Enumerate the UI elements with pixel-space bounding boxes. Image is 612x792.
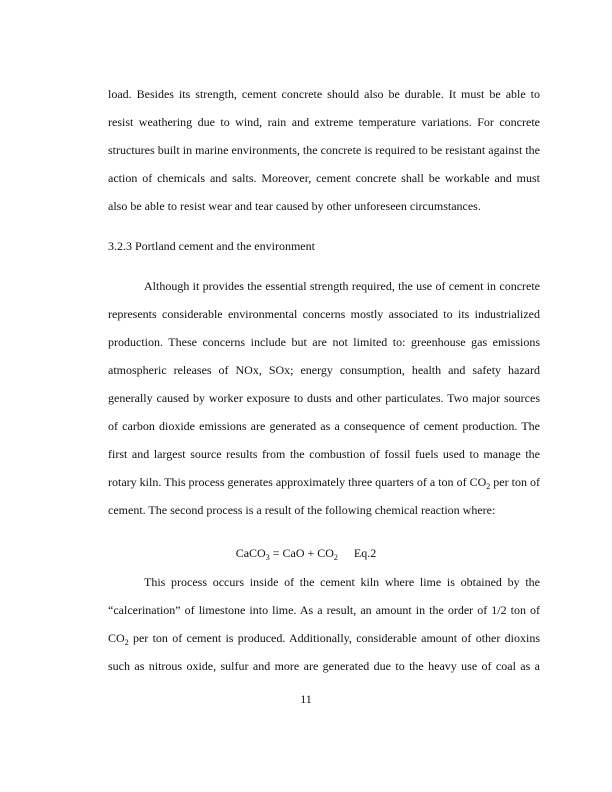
paragraph-line: “calcerination” of limestone into lime. As a result, an amount in the order of 1/2 ton of [108, 603, 540, 617]
paragraph-line: of carbon dioxide emissions are generated as a consequence of cement production. The [108, 419, 540, 433]
paragraph-line: also be able to resist wear and tear caused by other unforeseen circumstances. [108, 199, 481, 213]
paragraph-line: such as nitrous oxide, sulfur and more are generated due to the heavy use of coal as a [108, 659, 540, 673]
paragraph-line [108, 475, 540, 489]
equation-term: = CaO + CO [269, 546, 334, 560]
paragraph-line: cement. The second process is a result of the following chemical reaction where: [108, 503, 496, 517]
page-number: 11 [300, 692, 312, 706]
text-segment: CO [108, 631, 125, 645]
text-segment: per ton of cement is produced. Additionally, considerable amount of other dioxins [128, 631, 540, 645]
subscript: 2 [486, 482, 491, 491]
paragraph-line: This process occurs inside of the cement kiln where lime is obtained by the [144, 575, 540, 589]
paragraph-line: represents considerable environmental concerns mostly associated to its industrialized [108, 307, 540, 321]
paragraph-line: atmospheric releases of NOx, SOx; energy consumption, health and safety hazard [108, 363, 540, 377]
equation-label: Eq.2 [353, 546, 377, 560]
subscript: 2 [124, 638, 129, 647]
subscript: 3 [265, 553, 270, 562]
paragraph-line [108, 631, 540, 645]
paragraph-line: resist weathering due to wind, rain and extreme temperature variations. For concrete [108, 115, 540, 129]
section-heading: 3.2.3 Portland cement and the environment [108, 239, 315, 253]
paragraph-line: Although it provides the essential strength required, the use of cement in concrete [144, 279, 540, 293]
equation-term: CaCO [235, 546, 266, 560]
equation [0, 546, 612, 560]
text-segment: rotary kiln. This process generates approximately three quarters of a ton of CO [108, 475, 487, 489]
paragraph-line: first and largest source results from the combustion of fossil fuels used to manage the [108, 447, 540, 461]
paragraph-line: action of chemicals and salts. Moreover, cement concrete shall be workable and must [108, 171, 540, 185]
paragraph-line: structures built in marine environments, the concrete is required to be resistant against the [108, 143, 540, 157]
paragraph-line: production. These concerns include but are not limited to: greenhouse gas emissions [108, 335, 540, 349]
paragraph-line: generally caused by worker exposure to dusts and other particulates. Two major sources [108, 391, 540, 405]
text-segment: per ton of [490, 475, 541, 489]
subscript: 2 [333, 553, 338, 562]
paragraph-line: load. Besides its strength, cement concrete should also be durable. It must be able to [108, 87, 540, 101]
